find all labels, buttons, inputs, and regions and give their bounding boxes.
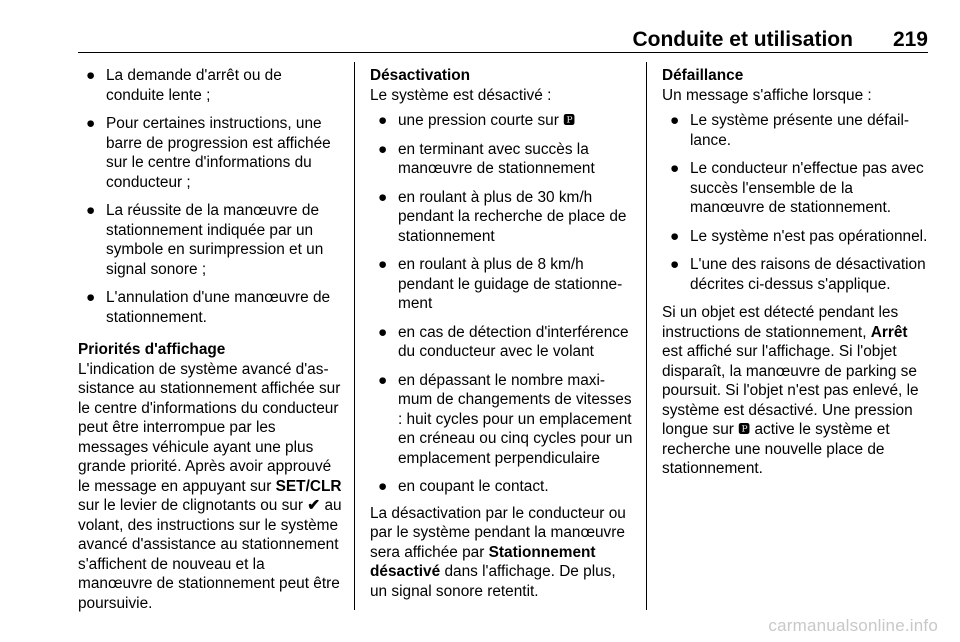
- list-item: ● Pour certaines instructions, une barre de progression est affichée sur le centre d'informations du conducteur ;: [86, 115, 331, 191]
- set-clr-key: SET/CLR: [275, 477, 342, 495]
- priorities-paragraph: L'indication de système avancé d'assistance au stationnement affichée sur le centre d'informations du conducteur peut être interrompue par les messages véhicule ayant une plus grande priorité. Après avoir approuvé le message en appuyant sur SET/CLR sur le levier de clignotants ou sur ✔ au volant, des instructions sur le système avancé d'assistance au stationnement s'affichent de nouveau et la manœuvre de stationnement peut être poursuivie.: [78, 360, 342, 612]
- section-title-priorities: Priorités d'affichage: [78, 341, 226, 358]
- list-item: ● L'annulation d'une manœuvre de stationnement.: [86, 289, 331, 326]
- list-item: ● L'une des raisons de désactivation décrites ci-dessus s'applique.: [670, 256, 926, 293]
- column-2: [370, 66, 634, 601]
- list-item: ● Le système n'est pas opérationnel.: [670, 227, 928, 245]
- page-number: 219: [892, 28, 928, 51]
- column-3: [662, 66, 928, 479]
- list-item: ● en coupant le contact.: [378, 478, 549, 495]
- column-1: [78, 66, 342, 613]
- park-assist-icon: 🅿: [738, 422, 751, 436]
- deactivation-intro: Le système est désactivé :: [370, 86, 552, 104]
- bullet-list: [662, 111, 928, 294]
- list-item: ● une pression courte sur 🅿: [378, 112, 576, 129]
- column-divider: [646, 62, 647, 610]
- failure-paragraph: Si un objet est détecté pendant les instructions de stationnement, Arrêt est affiché sur l'affichage. Si l'objet disparaît, la manœuvre de parking se poursuit. Si l'objet n'est pas enlevé, le système est désactivé. Une pression longue sur 🅿 active le système et recherche une nouvelle place de stationnement.: [662, 304, 919, 477]
- watermark: carmanualsonline.info: [768, 616, 938, 635]
- list-item: ● Le conducteur n'effectue pas avec succès l'ensemble de la manœuvre de stationnement.: [670, 160, 924, 216]
- column-divider: [354, 62, 355, 610]
- bullet-list: [78, 66, 342, 327]
- list-item: ● en terminant avec succès la manœuvre de stationnement: [378, 140, 595, 177]
- list-item: ● en roulant à plus de 30 km/h pendant la recherche de place de stationnement: [378, 188, 627, 245]
- deactivation-paragraph: La désactivation par le conducteur ou par le système pendant la manœuvre sera affichée par Stationnement désactivé dans l'affichage. De plus, un signal sonore retentit.: [370, 504, 626, 600]
- list-item: ● en dépassant le nombre maximum de changements de vitesses : huit cycles pour un emplacement en créneau ou cinq cycles pour un emplacement perpendiculaire: [378, 371, 633, 467]
- list-item: ● La demande d'arrêt ou de conduite lente ;: [86, 67, 282, 104]
- failure-intro: Un message s'affiche lorsque :: [662, 86, 872, 104]
- section-title-failure: Défaillance: [662, 67, 744, 84]
- list-item: ● La réussite de la manœuvre de stationnement indiquée par un symbole en surimpression et un signal sonore ;: [86, 202, 324, 278]
- list-item: ● en cas de détection d'interférence du conducteur avec le volant: [378, 323, 629, 360]
- chapter-title: Conduite et utilisation: [632, 28, 853, 51]
- checkmark-icon: ✔: [307, 497, 321, 514]
- header-rule: [78, 52, 928, 53]
- section-title-deactivation: Désactivation: [370, 67, 471, 84]
- page-header: [632, 28, 928, 52]
- park-assist-icon: 🅿: [563, 113, 576, 127]
- list-item: ● en roulant à plus de 8 km/h pendant le guidage de stationnement: [378, 256, 623, 312]
- list-item: ● Le système présente une défaillance.: [670, 112, 910, 149]
- bullet-list: [370, 111, 634, 497]
